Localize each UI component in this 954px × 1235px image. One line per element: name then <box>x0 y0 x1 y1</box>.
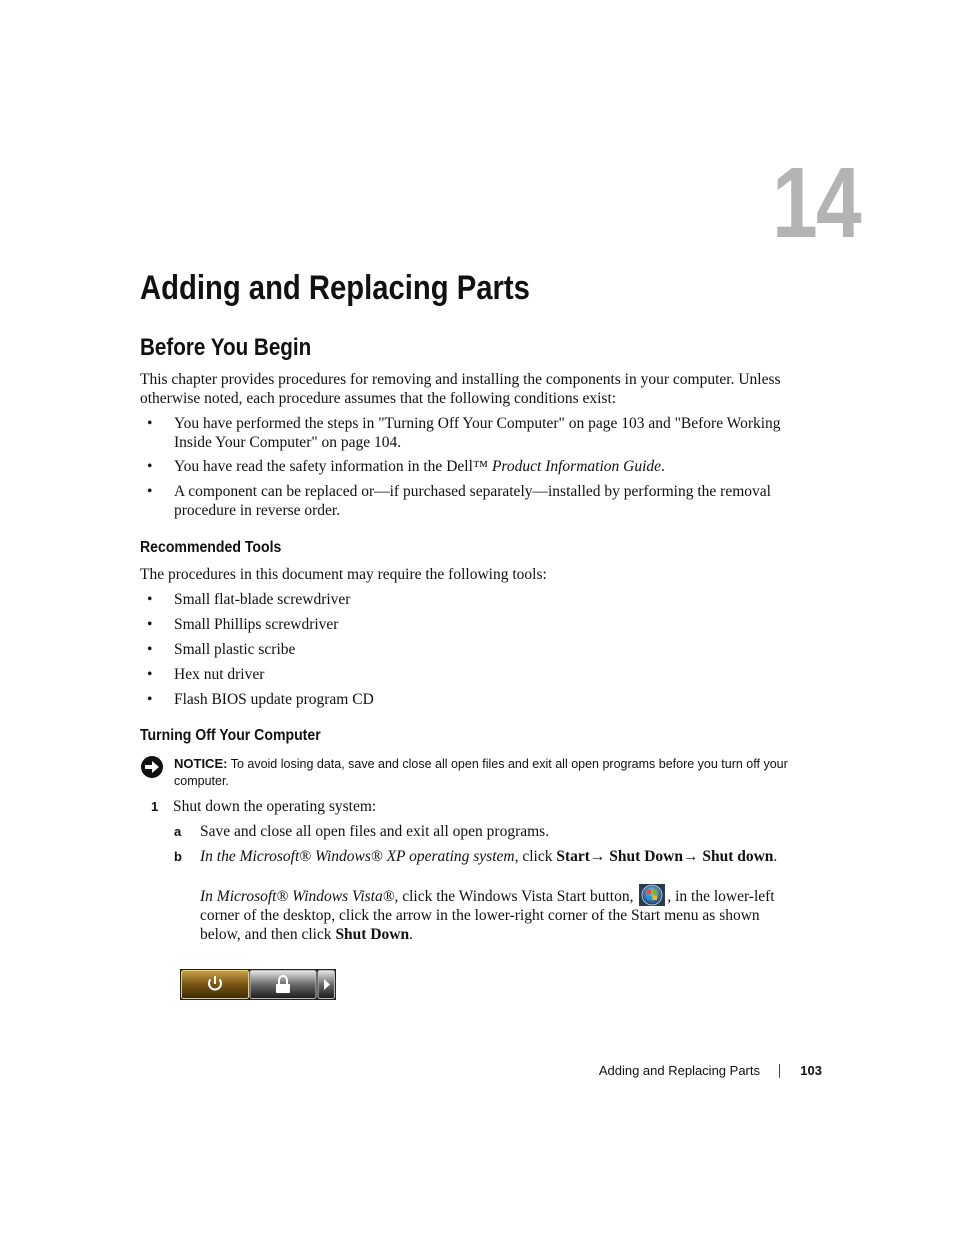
tool-text: Small Phillips screwdriver <box>174 616 339 633</box>
tools-intro: The procedures in this document may require the following tools: <box>140 566 547 583</box>
os-name-xp: In the Microsoft® Windows® XP operating system <box>200 848 515 865</box>
bullet: • <box>147 458 153 475</box>
footer-divider <box>779 1064 780 1078</box>
chapter-title: Adding and Replacing Parts <box>140 269 530 307</box>
step-1 <box>151 797 801 817</box>
menu-shutdown: Shut Down <box>609 848 683 865</box>
menu-arrow: → <box>589 848 610 865</box>
bullet: • <box>147 666 153 683</box>
chapter-number: 14 <box>772 147 860 259</box>
tool-text: Small plastic scribe <box>174 641 296 658</box>
vista-shutdown: Shut Down <box>335 926 410 943</box>
vista-text: , click the Windows Vista Start button, <box>394 888 638 905</box>
tool-text: Small flat-blade screwdriver <box>174 591 351 608</box>
notice-arrow-icon <box>140 755 164 779</box>
bullet: • <box>147 691 153 708</box>
vista-text: , in the lower-left corner of the desktop, click the arrow in the lower-right corner of the Start menu as shown below, and then click <box>200 888 775 943</box>
bullet: • <box>147 483 153 500</box>
notice-label: NOTICE: <box>174 756 228 771</box>
windows-vista-start-button-icon <box>639 884 665 906</box>
step-a <box>174 822 804 842</box>
menu-shutdown-option: Shut down <box>702 848 774 865</box>
vista-end: . <box>409 926 413 943</box>
step-number: 1 <box>151 799 159 814</box>
tool-text: Hex nut driver <box>174 666 265 683</box>
notice-text: To avoid losing data, save and close all open files and exit all open programs before you turn off your computer. <box>174 757 788 788</box>
page-number: 103 <box>800 1063 822 1078</box>
step-text: Shut down the operating system: <box>173 798 377 815</box>
bullet: • <box>147 616 153 633</box>
step-end: . <box>773 848 778 865</box>
condition-text: You have performed the steps in "Turning Off Your Computer" on page 103 and "Before Working Inside Your Computer" on page 104. <box>174 415 781 451</box>
tool-text: Flash BIOS update program CD <box>174 691 374 708</box>
os-name-vista: In Microsoft® Windows Vista® <box>200 888 395 905</box>
vista-instructions <box>200 884 790 944</box>
page-footer <box>560 1061 822 1081</box>
step-text: Save and close all open files and exit all open programs. <box>200 823 550 840</box>
bullet: • <box>147 415 153 432</box>
bullet: • <box>147 641 153 658</box>
step-text: , click <box>514 848 557 865</box>
tools-heading: Recommended Tools <box>140 539 282 556</box>
condition-text: You have read the safety information in the Dell™ <box>174 458 492 475</box>
intro-paragraph: This chapter provides procedures for removing and installing the components in your computer. Unless otherwise noted, each procedure assumes that the following conditions exist: <box>140 371 781 407</box>
condition-text: A component can be replaced or—if purchased separately—installed by performing the removal procedure in reverse order. <box>174 483 771 519</box>
turnoff-heading: Turning Off Your Computer <box>140 727 321 744</box>
footer-chapter-label: Adding and Replacing Parts <box>598 1063 760 1078</box>
vista-start-menu-buttons <box>180 969 336 1000</box>
step-b <box>174 847 804 867</box>
menu-start: Start <box>556 848 590 865</box>
bullet: • <box>147 591 153 608</box>
guide-title: Product Information Guide <box>491 458 661 475</box>
condition-end: . <box>661 458 665 475</box>
step-letter: a <box>174 824 182 839</box>
menu-arrow: → <box>682 848 703 865</box>
section-heading: Before You Begin <box>140 334 312 361</box>
step-letter: b <box>174 849 182 864</box>
